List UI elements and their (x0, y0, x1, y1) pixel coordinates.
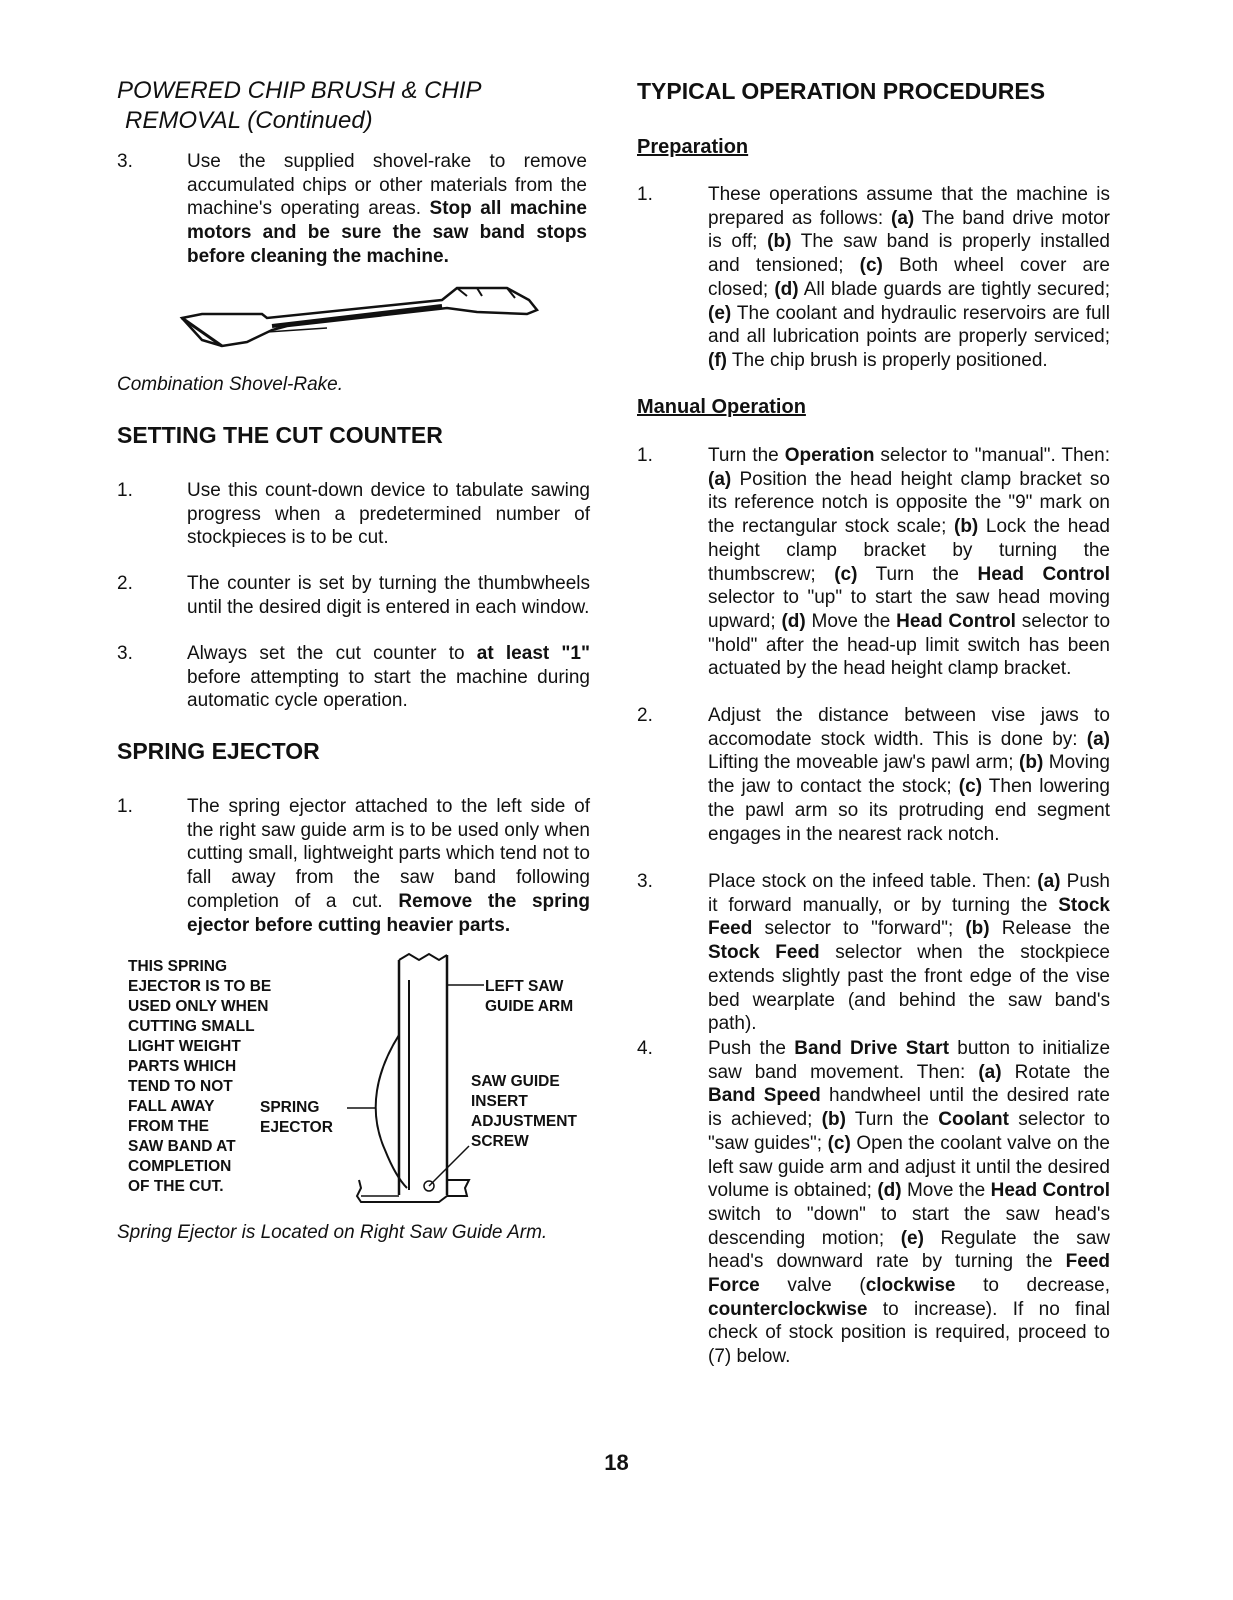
step-text: The spring ejector attached to the left side of the right saw guide arm is to be used only when cutting small, lightweight parts which tend not to fall away from the saw band following completion of a cut. (187, 796, 590, 912)
text-run: selector when the stockpiece extends slightly past the front edge of the vise bed wearplate (and behind the saw band's path). (708, 942, 1110, 1035)
text-run: Open the coolant valve on the left saw guide arm and adjust it until the desired volume is obtained; (708, 1132, 1111, 1202)
bold-run: (c) (859, 255, 883, 277)
spring-ejector-caption: Spring Ejector is Located on Right Saw Guide Arm. (117, 1222, 548, 1243)
step-number: 2. (117, 573, 133, 594)
bold-run: (b) (767, 231, 792, 253)
text-run: Turn the (857, 563, 978, 585)
step-text: The counter is set by turning the thumbwheels until the desired digit is entered in each window. (187, 573, 590, 618)
preparation-subtitle: Preparation (637, 136, 749, 158)
text-run: to decrease, (955, 1275, 1110, 1297)
step-text: Use this count-down device to tabulate sawing progress when a predetermined number of stockpieces is to be cut. (187, 480, 590, 549)
text-run: Regulate the saw head's downward rate by turning the (708, 1227, 1110, 1273)
chip-removal-heading-line2: REMOVAL (Continued) (125, 107, 373, 134)
manual-step-2 (637, 704, 1110, 846)
step-number: 2. (637, 705, 653, 726)
bold-run: (b) (1019, 752, 1044, 774)
spring-ejector-note: THIS SPRING EJECTOR IS TO BE USED ONLY WHEN CUTTING SMALL LIGHT WEIGHT PARTS WHICH TEND TO NOT FALL AWAY FROM THE SAW BAND AT COMPLETION OF THE CUT. (128, 958, 272, 1195)
text-run: Release the (989, 918, 1110, 940)
spring-ejector-diagram (347, 950, 487, 1210)
operation-procedures-title: TYPICAL OPERATION PROCEDURES (637, 78, 1046, 104)
step-number: 1. (637, 184, 653, 205)
bold-run: (c) (834, 563, 858, 585)
text-run: Then lowering the pawl arm so its protruding end segment engages in the nearest rack notch. (708, 776, 1110, 845)
preparation-step-1 (637, 183, 1110, 373)
cut-counter-title: SETTING THE CUT COUNTER (117, 422, 443, 448)
text-run: selector to "manual". Then: (874, 445, 1110, 466)
page-number: 18 (604, 1450, 629, 1475)
text-run: Lock the head height clamp bracket by turning the thumbscrew; (708, 516, 1110, 585)
text-run: Place stock on the infeed table. Then: (708, 871, 1038, 892)
bold-run: (b) (821, 1109, 846, 1131)
text-run: The band drive motor is off; (708, 207, 1110, 253)
step-number: 4. (637, 1038, 653, 1059)
step-number: 3. (637, 871, 653, 892)
bold-run: (d) (877, 1180, 902, 1202)
cut-counter-step-2 (117, 572, 590, 619)
text-run: selector to "forward"; (752, 918, 966, 940)
bold-run: Head Control (990, 1180, 1110, 1202)
text-run: Rotate the (1001, 1061, 1110, 1083)
left-saw-guide-arm-label: LEFT SAW GUIDE ARM (485, 978, 574, 1015)
text-run: Push the (708, 1038, 795, 1059)
step-text (708, 184, 1110, 371)
bold-run: (a) (1086, 728, 1110, 750)
spring-ejector-title: SPRING EJECTOR (117, 738, 320, 764)
cut-counter-step-1 (117, 479, 590, 550)
manual-step-1 (637, 444, 1110, 681)
bold-run: (a) (978, 1061, 1002, 1083)
text-run: Both wheel cover are closed; (708, 255, 1110, 300)
text-run: The saw band is properly installed and tensioned; (708, 231, 1110, 277)
chip-removal-heading-line1: POWERED CHIP BRUSH & CHIP (117, 77, 482, 104)
chip-removal-step-3 (117, 150, 587, 269)
bold-run: (a) (891, 207, 915, 229)
bold-run: Band Drive Start (794, 1038, 950, 1059)
step-text (708, 1038, 1110, 1367)
text-run: Turn the (845, 1109, 939, 1131)
bold-run: (a) (1037, 871, 1061, 892)
manual-step-4 (637, 1037, 1110, 1369)
text-run: Adjust the distance between vise jaws to accomodate stock width. This is done by: (708, 705, 1110, 750)
saw-guide-screw-label: SAW GUIDE INSERT ADJUSTMENT SCREW (471, 1073, 577, 1150)
text-run: Moving the jaw to contact the stock; (708, 752, 1110, 798)
text-run: Lifting the moveable jaw's pawl arm; (708, 752, 1020, 774)
step-text (708, 705, 1110, 845)
text-run: valve ( (759, 1275, 866, 1297)
cut-counter-step-3 (117, 642, 590, 713)
bold-run: Head Control (896, 610, 1016, 632)
bold-run: clockwise (865, 1275, 956, 1297)
bold-run: counterclockwise (708, 1298, 868, 1320)
manual-operation-subtitle: Manual Operation (637, 396, 806, 418)
step-number: 1. (117, 796, 133, 817)
step-text: Use the supplied shovel-rake to remove accumulated chips or other materials from the machine's operating areas. (187, 151, 587, 220)
bold-run: Operation (784, 445, 875, 466)
bold-run: Head Control (977, 563, 1110, 585)
text-run: to increase). If no final check of stock position is required, proceed to (7) below. (708, 1298, 1110, 1368)
text-run: selector to "saw guides"; (708, 1109, 1110, 1154)
text-run: button to initialize saw band movement. Then: (708, 1038, 1111, 1083)
step-text (708, 871, 1110, 1034)
text-run: Move the (901, 1180, 991, 1202)
text-run: All blade guards are tightly secured; (798, 278, 1111, 300)
text-run: selector to "hold" after the head-up limit switch has been actuated by the head height clamp bracket. (708, 610, 1111, 680)
text-run: The chip brush is properly positioned. (726, 349, 1048, 371)
step-text-bold: at least "1" (476, 643, 591, 664)
step-number: 1. (117, 480, 133, 501)
text-run: switch to "down" to start the saw head's descending motion; (708, 1203, 1110, 1249)
bold-run: Coolant (938, 1109, 1009, 1131)
bold-run: (b) (965, 918, 990, 940)
bold-run: Stock Feed (708, 942, 820, 964)
step-number: 3. (117, 643, 133, 664)
shovel-rake-caption: Combination Shovel-Rake. (117, 374, 344, 395)
bold-run: Feed Force (708, 1251, 1110, 1297)
step-text (708, 445, 1110, 679)
bold-run: (c) (827, 1132, 851, 1154)
step-number: 1. (637, 445, 653, 466)
bold-run: (e) (708, 302, 732, 324)
bold-run: (b) (954, 516, 979, 538)
spring-ejector-label: SPRING EJECTOR (260, 1099, 333, 1136)
shovel-rake-illustration (177, 280, 547, 360)
text-run: selector to "up" to start the saw head moving upward; (708, 587, 1110, 632)
step-warning: Remove the spring ejector before cutting heavier parts. (187, 890, 591, 936)
bold-run: (e) (900, 1227, 924, 1249)
text-run: Push it forward manually, or by turning the (708, 871, 1110, 916)
step-text-pre: Always set the cut counter to (187, 643, 465, 664)
bold-run: (d) (774, 278, 799, 300)
bold-run: (a) (708, 468, 732, 490)
manual-step-3 (637, 870, 1110, 1036)
step-text-post: before attempting to start the machine during automatic cycle operation. (187, 666, 590, 712)
step-number: 3. (117, 151, 133, 172)
bold-run: Band Speed (708, 1085, 821, 1107)
step-warning: Stop all machine motors and be sure the saw band stops before cleaning the machine. (187, 198, 588, 267)
spring-ejector-step-1 (117, 795, 590, 937)
bold-run: (f) (708, 349, 727, 371)
text-run: These operations assume that the machine is prepared as follows: (708, 184, 1110, 229)
text-run: Position the head height clamp bracket so its reference notch is opposite the "9" mark on the rectangular stock scale; (708, 468, 1110, 538)
bold-run: (d) (781, 610, 806, 632)
bold-run: Stock Feed (708, 894, 1110, 940)
text-run: Turn the (708, 445, 785, 466)
text-run: handwheel until the desired rate is achieved; (708, 1085, 1110, 1131)
text-run: The coolant and hydraulic reservoirs are full and all lubrication points are properly serviced; (708, 302, 1110, 348)
bold-run: (c) (958, 776, 983, 798)
text-run: Move the (805, 610, 897, 632)
